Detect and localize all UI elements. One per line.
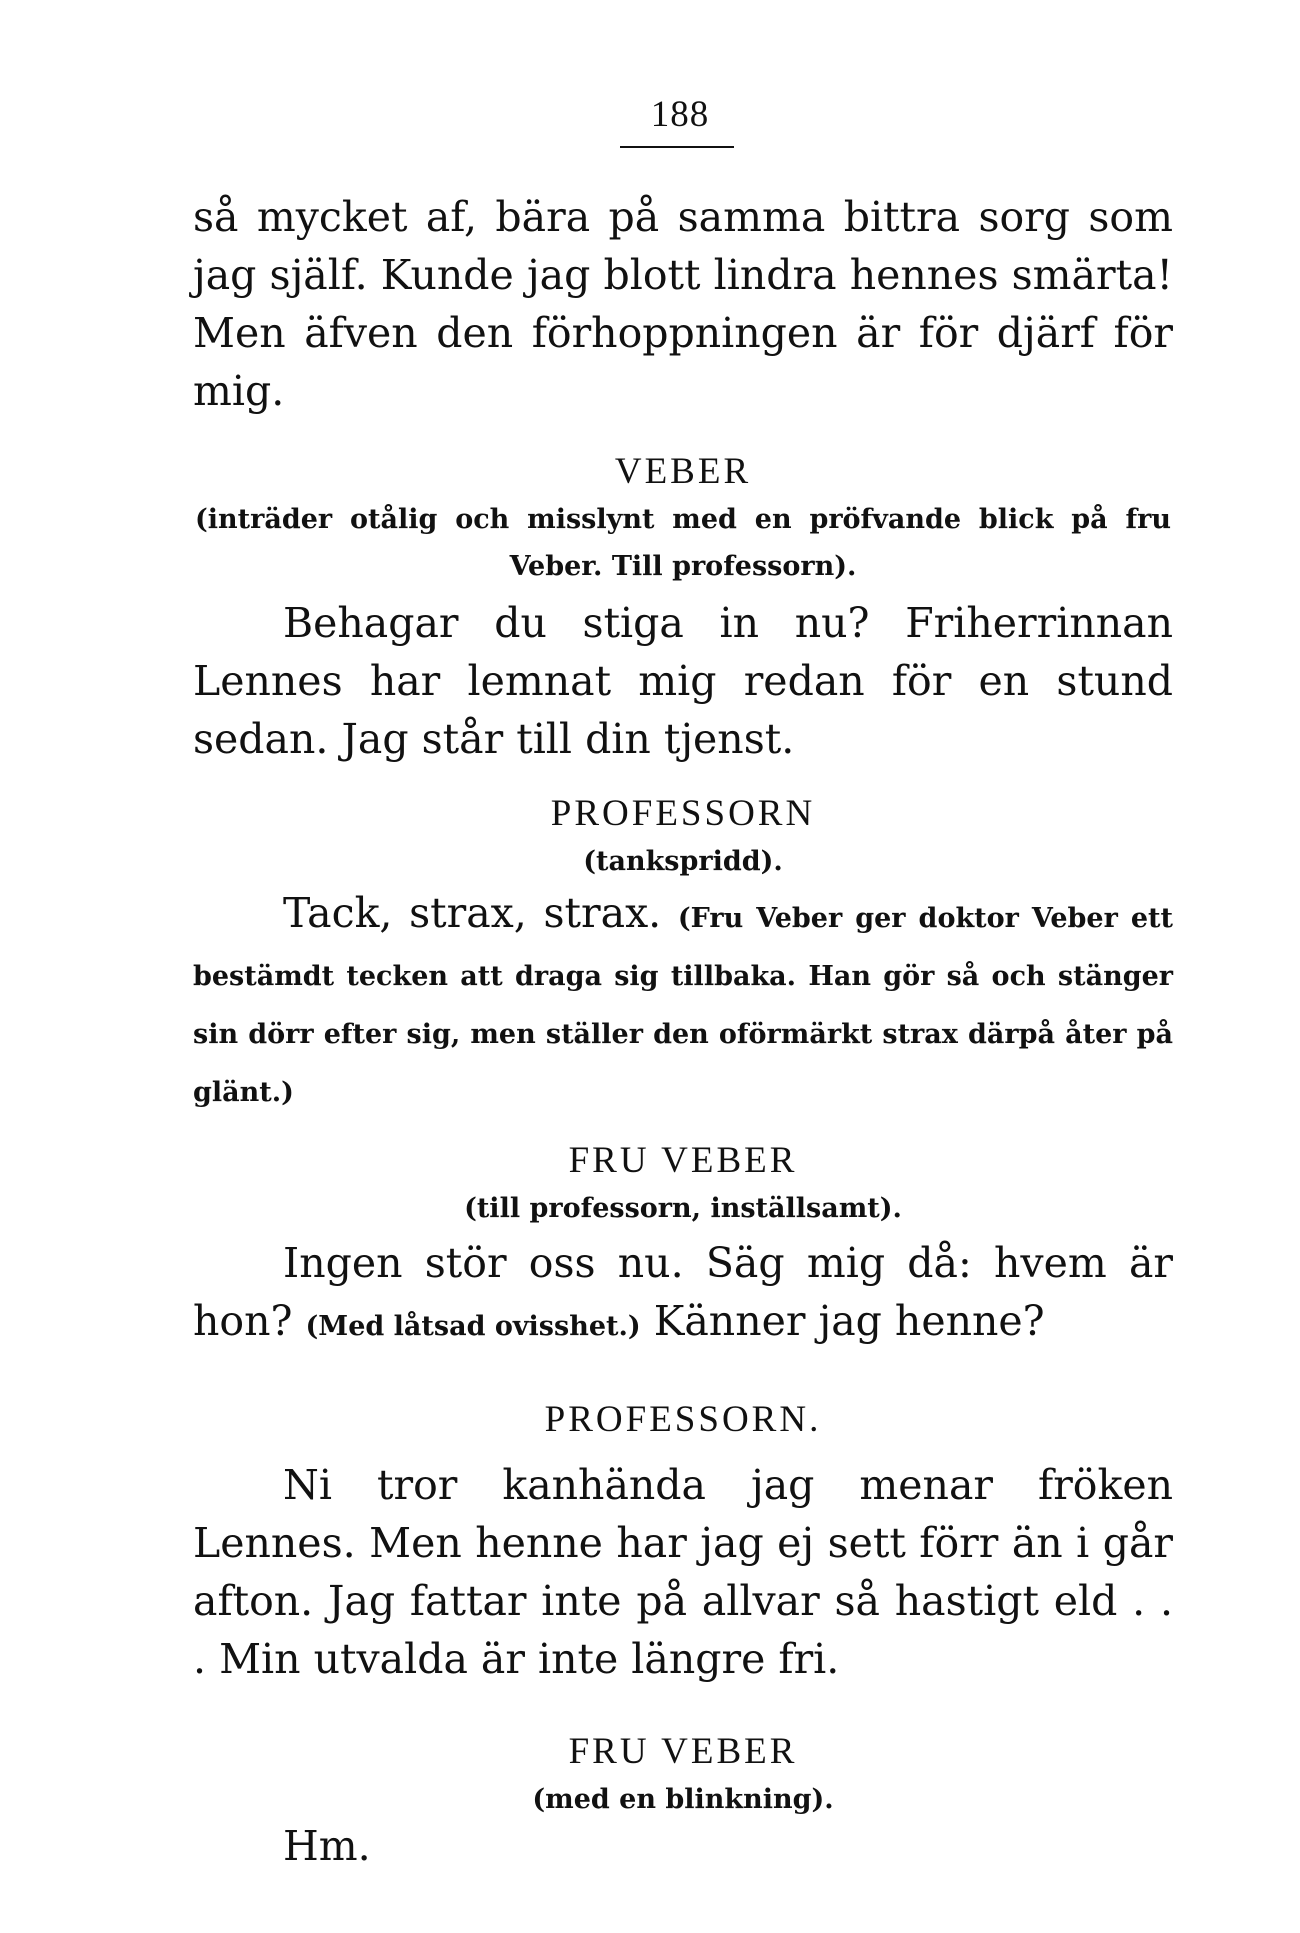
- mixed-paragraph: [193, 1234, 1173, 1356]
- speech-text: Känner jag henne?: [653, 1297, 1045, 1345]
- prose-paragraph: Behagar du stiga in nu? Friherrinnan Lennes har lemnat mig redan för en stund sedan. Jag står till din tjenst.: [193, 599, 1173, 763]
- speaker-name: FRU VEBER: [568, 1140, 798, 1181]
- stage-direction: (inträder otålig och misslynt med en pröfvande blick på fru Veber. Till professorn).: [195, 504, 1171, 582]
- stage-direction: (till professorn, inställsamt).: [464, 1193, 902, 1224]
- speaker-name: PROFESSORN.: [544, 1399, 822, 1440]
- prose-paragraph: Hm.: [283, 1822, 371, 1870]
- stage-direction: (Med låtsad ovisshet.): [305, 1311, 641, 1342]
- page-body: [193, 180, 1173, 1875]
- stage-direction: (tankspridd).: [583, 846, 783, 877]
- mixed-paragraph: [193, 887, 1173, 1119]
- prose-paragraph: Ni tror kanhända jag menar fröken Lennes. Men henne har jag ej sett förr än i går afton. Jag fattar inte på allvar så hastigt eld . . . Min utvalda är inte längre fri.: [193, 1461, 1173, 1683]
- speaker-name: FRU VEBER: [568, 1731, 798, 1772]
- speech-text: Tack, strax, strax.: [283, 889, 662, 937]
- speaker-name: VEBER: [614, 451, 752, 492]
- prose-paragraph: så mycket af, bära på samma bittra sorg som jag själf. Kunde jag blott lindra hennes smärta! Men äfven den förhoppningen är för djärf för mig.: [193, 193, 1173, 415]
- stage-direction: (Fru Veber ger doktor Veber ett bestämdt tecken att draga sig tillbaka. Han gör så och stänger sin dörr efter sig, men ställer den oförmärkt strax därpå åter på glänt.): [193, 903, 1173, 1108]
- page-number-rule: [620, 146, 734, 148]
- page-number: 188: [650, 94, 710, 135]
- stage-direction: (med en blinkning).: [532, 1784, 834, 1815]
- speaker-name: PROFESSORN: [550, 793, 816, 834]
- speech-text: Ingen stör oss nu. Säg mig då: hvem är hon?: [193, 1239, 1173, 1345]
